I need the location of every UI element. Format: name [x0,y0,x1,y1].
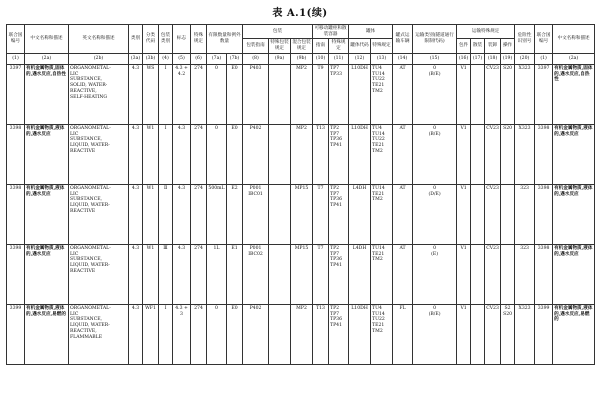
col-num: (11) [329,53,349,64]
cell-excepted-quantity: E1 [227,244,243,304]
cell-class: 4.3 [129,64,143,124]
th-tank-code: 罐体代码 [349,39,371,53]
th-class: 类别 [129,25,143,54]
cell-bulk [471,304,485,364]
col-num: (2a) [553,53,595,64]
cell-hazard-id: X323 [515,64,535,124]
cell-cn-name: 有机金属物质,液体的,遇水反应 [25,124,69,184]
cell-vehicle: AT [393,124,413,184]
col-num: (9b) [291,53,313,64]
cell-packing-special [269,184,291,244]
cell-bulk [471,184,485,244]
table-row [7,304,595,364]
cell-limited-quantity: 0 [207,124,227,184]
th-transport-category: 运输类别(隧道通行限制代码) [413,25,457,54]
cell-en-name: ORGANOMETAL- LIC SUBSTANCE, LIQUID, WATER- REACTIVE [69,124,129,184]
cell-transport-category: 0 (B/E) [413,124,457,184]
cell-operation [501,244,515,304]
cell-tank-special-2: TU14 TE21 TM2 [371,244,393,304]
cell-tank-special-2: TU4 TU14 TU22 TE21 TM2 [371,64,393,124]
th-class-code: 分类代码 [143,25,159,54]
column-number-row [7,53,595,64]
th-packages: 包件 [457,39,471,53]
cell-class-code: W1 [143,124,159,184]
cell-tank-instr: T13 [313,124,329,184]
col-num: (19) [501,53,515,64]
cell-mixed-packing: MP2 [291,124,313,184]
cell-hazard-id: X323 [515,124,535,184]
cell-packing-special [269,124,291,184]
col-num: (16) [457,53,471,64]
cell-mixed-packing: MP2 [291,64,313,124]
col-num: (2a) [25,53,69,64]
cell-un-2: 3399 [535,304,553,364]
th-bulk: 散装 [471,39,485,53]
cell-tank-instr: T7 [313,244,329,304]
col-num: (6) [191,53,207,64]
table-title: 表 A.1(续) [272,8,328,19]
th-packaging: 包装 [243,25,313,39]
cell-excepted-quantity: E0 [227,64,243,124]
cell-tank-code: L10DH [349,124,371,184]
cell-excepted-quantity: E0 [227,124,243,184]
cell-class-code: W1 [143,184,159,244]
col-num: (9a) [269,53,291,64]
cell-labels: 4.3 [173,124,191,184]
cell-tank-instr: T9 [313,64,329,124]
cell-tank-special: TP2 TP7 TP36 TP41 [329,124,349,184]
cell-packages: V1 [457,64,471,124]
cell-loading: CV23 [485,304,501,364]
cell-cn-name: 有机金属物质,液体的,遇水反应 [25,184,69,244]
th-cn-name: 中文名称和描述 [25,25,69,54]
dangerous-goods-table [6,24,595,365]
th-hazard-id: 危险性识别号 [515,25,535,54]
cell-packages: V1 [457,124,471,184]
cell-packing-instr: P403 [243,64,269,124]
cell-limited-quantity: 0 [207,64,227,124]
cell-tank-special: TP2 TP7 TP36 TP41 [329,184,349,244]
cell-special-provisions: 274 [191,304,207,364]
col-num: (13) [371,53,393,64]
th-packing-special: 特殊包装规定 [269,39,291,53]
cell-packing-group: Ⅰ [159,304,173,364]
cell-class: 4.3 [129,244,143,304]
col-num: (18) [485,53,501,64]
cell-transport-category: 0 (B/E) [413,304,457,364]
cell-vehicle: FL [393,304,413,364]
col-num: (12) [349,53,371,64]
cell-tank-special: TP2 TP7 TP36 TP41 [329,244,349,304]
th-loading: 装卸 [485,39,501,53]
cell-packages: V1 [457,244,471,304]
cell-un-2: 3398 [535,244,553,304]
cell-excepted-quantity: E2 [227,184,243,244]
th-un-2: 联合国编号 [535,25,553,54]
cell-en-name: ORGANOMETAL- LIC SUBSTANCE, LIQUID, WATER- REACTIVE [69,244,129,304]
cell-class: 4.3 [129,184,143,244]
cell-cn-name-2: 有机金属物质,液体的,遇水反应 [553,124,595,184]
cell-un: 3398 [7,184,25,244]
cell-packing-group: Ⅲ [159,244,173,304]
th-special-transport: 运输特殊规定 [457,25,515,39]
th-tank-instr: 指南 [313,39,329,53]
cell-operation: S20 [501,64,515,124]
cell-packing-special [269,64,291,124]
table-row [7,64,595,124]
cell-packing-instr: P001 IBC02 [243,244,269,304]
cell-loading: CV23 [485,124,501,184]
cell-packages: V1 [457,184,471,244]
cell-limited-quantity: 0 [207,304,227,364]
cell-packing-group: Ⅱ [159,184,173,244]
th-adr-tanks: 罐体 [349,25,393,39]
cell-tank-instr: T7 [313,184,329,244]
th-un: 联合国编号 [7,25,25,54]
col-num: (15) [413,53,457,64]
th-tank-special-2: 特殊规定 [371,39,393,53]
cell-en-name: ORGANOMETAL- LIC SUBSTANCE, LIQUID, WATER- REACTIVE, FLAMMABLE [69,304,129,364]
cell-excepted-quantity: E0 [227,304,243,364]
cell-mixed-packing: MP2 [291,304,313,364]
cell-bulk [471,124,485,184]
cell-tank-code: L10DH [349,304,371,364]
cell-un: 3397 [7,64,25,124]
cell-packing-special [269,304,291,364]
cell-cn-name-2: 有机金属物质,固体的,遇水反应,自热性 [553,64,595,124]
cell-en-name: ORGANOMETAL- LIC SUBSTANCE, LIQUID, WATER- REACTIVE [69,184,129,244]
cell-loading: CV23 [485,64,501,124]
col-num: (4) [159,53,173,64]
col-num: (1) [535,53,553,64]
cell-labels: 4.3 [173,244,191,304]
cell-cn-name: 有机金属物质,固体的,遇水反应,自热性 [25,64,69,124]
cell-cn-name: 有机金属物质,液体的,遇水反应 [25,244,69,304]
cell-tank-special-2: TU4 TU14 TU22 TE21 TM2 [371,124,393,184]
col-num: (7b) [227,53,243,64]
col-num: (7a) [207,53,227,64]
col-num: (3a) [129,53,143,64]
table-row [7,124,595,184]
col-num: (8) [243,53,269,64]
cell-transport-category: 0 (B/E) [413,64,457,124]
th-mixed-packing: 混合包装规定 [291,39,313,53]
cell-mixed-packing: MP15 [291,184,313,244]
cell-cn-name-2: 有机金属物质,液体的,遇水反应 [553,244,595,304]
table-row [7,184,595,244]
th-en-name: 英文名称和描述 [69,25,129,54]
cell-vehicle: AT [393,184,413,244]
cell-operation: S2 S20 [501,304,515,364]
cell-transport-category: 0 (D/E) [413,184,457,244]
cell-tank-code: L4DH [349,184,371,244]
cell-mixed-packing: MP15 [291,244,313,304]
cell-packages: V1 [457,304,471,364]
col-num: (20) [515,53,535,64]
cell-class-code: W1 [143,244,159,304]
cell-bulk [471,244,485,304]
cell-class: 4.3 [129,124,143,184]
cell-cn-name: 有机金属物质,液体的,遇水反应,易燃的 [25,304,69,364]
cell-class-code: WF1 [143,304,159,364]
cell-labels: 4.3 + 4.2 [173,64,191,124]
cell-packing-group: Ⅰ [159,124,173,184]
col-num: (1) [7,53,25,64]
cell-tank-instr: T13 [313,304,329,364]
th-lq-eq: 有限数量和例外数量 [207,25,243,54]
cell-labels: 4.3 + 3 [173,304,191,364]
cell-packing-special [269,244,291,304]
cell-tank-special-2: TU4 TU14 TU22 TE21 TM2 [371,304,393,364]
th-special-provisions: 特殊规定 [191,25,207,54]
cell-hazard-id: 323 [515,184,535,244]
cell-operation [501,184,515,244]
col-num: (10) [313,53,329,64]
cell-tank-special: TP2 TP7 TP36 TP41 [329,304,349,364]
th-portable-tanks: 可移动罐柜和散装容器 [313,25,349,39]
cell-hazard-id: X323 [515,304,535,364]
cell-en-name: ORGANOMETAL- LIC SUBSTANCE, SOLID, WATER- REACTIVE, SELF-HEATING [69,64,129,124]
col-num: (17) [471,53,485,64]
cell-un: 3399 [7,304,25,364]
th-vehicle: 罐式运输车辆 [393,25,413,54]
cell-cn-name-2: 有机金属物质,液体的,遇水反应,易燃的 [553,304,595,364]
cell-bulk [471,64,485,124]
cell-un-2: 3398 [535,184,553,244]
cell-packing-instr: P001 IBC01 [243,184,269,244]
cell-cn-name-2: 有机金属物质,液体的,遇水反应 [553,184,595,244]
col-num: (14) [393,53,413,64]
cell-class-code: WS [143,64,159,124]
cell-tank-special: TP7 TP33 [329,64,349,124]
cell-packing-instr: P402 [243,124,269,184]
cell-un: 3398 [7,124,25,184]
cell-packing-group: Ⅰ [159,64,173,124]
cell-loading: CV23 [485,244,501,304]
cell-packing-instr: P402 [243,304,269,364]
table-header [7,25,595,65]
th-operation: 操作 [501,39,515,53]
cell-vehicle: AT [393,64,413,124]
cell-tank-code: L4DH [349,244,371,304]
cell-limited-quantity: 1L [207,244,227,304]
cell-special-provisions: 274 [191,124,207,184]
th-cn-name-2: 中文名称和描述 [553,25,595,54]
cell-special-provisions: 274 [191,244,207,304]
cell-un: 3398 [7,244,25,304]
cell-special-provisions: 274 [191,184,207,244]
cell-special-provisions: 274 [191,64,207,124]
cell-tank-code: L10DH [349,64,371,124]
cell-operation: S20 [501,124,515,184]
col-num: (5) [173,53,191,64]
cell-labels: 4.3 [173,184,191,244]
cell-class: 4.3 [129,304,143,364]
cell-hazard-id: 323 [515,244,535,304]
cell-limited-quantity: 500mL [207,184,227,244]
col-num: (2b) [69,53,129,64]
th-labels: 标志 [173,25,191,54]
th-packing-instr: 包装指南 [243,39,269,53]
cell-transport-category: 0 (E) [413,244,457,304]
cell-un-2: 3398 [535,124,553,184]
table-row [7,244,595,304]
table-body [7,64,595,364]
cell-loading: CV23 [485,184,501,244]
cell-vehicle: AT [393,244,413,304]
th-packing-group: 包装类别 [159,25,173,54]
col-num: (3b) [143,53,159,64]
cell-tank-special-2: TU14 TE21 TM2 [371,184,393,244]
cell-un-2: 3397 [535,64,553,124]
th-tank-special: 特殊规定 [329,39,349,53]
